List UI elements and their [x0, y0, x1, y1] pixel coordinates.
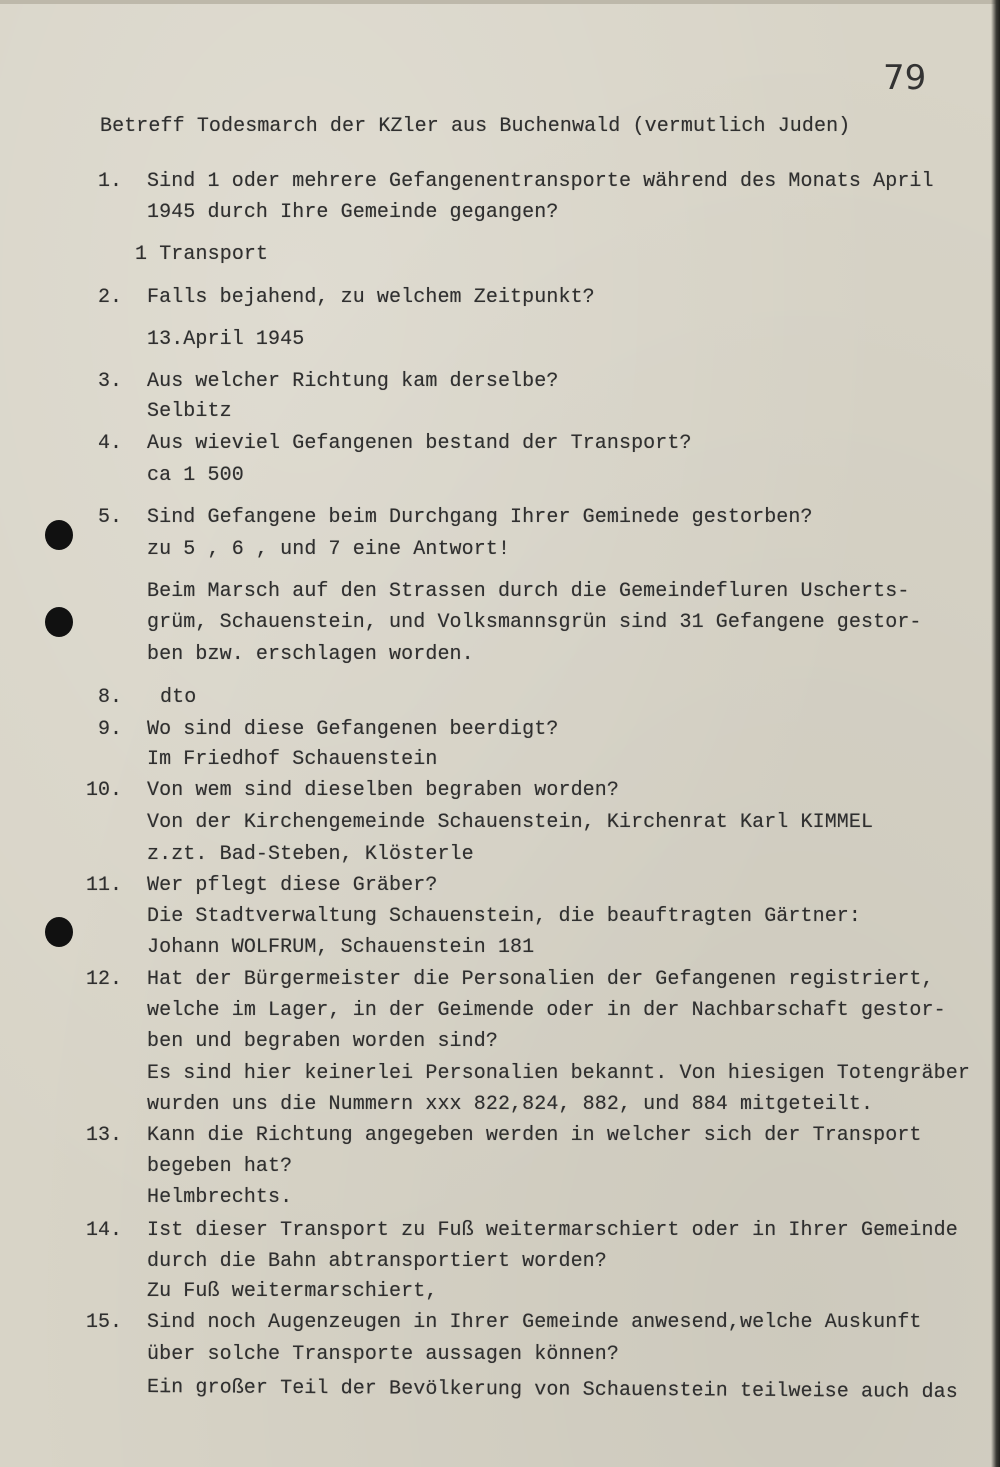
question-text: durch die Bahn abtransportiert worden? [147, 1250, 607, 1273]
item-number: 4. [97, 432, 122, 455]
question-text: Aus wieviel Gefangenen bestand der Transport? [147, 432, 692, 455]
answer-text: dto [160, 686, 197, 709]
answer-text: 13.April 1945 [147, 328, 305, 351]
answer-text: zu 5 , 6 , und 7 eine Antwort! [147, 538, 511, 561]
answer-text: Selbitz [147, 400, 232, 423]
item-number: 11. [85, 874, 122, 897]
item-number: 9. [97, 718, 122, 741]
item-number: 1. [97, 170, 122, 193]
answer-text: Im Friedhof Schauenstein [147, 748, 438, 771]
punch-hole [45, 607, 73, 637]
question-text: Sind Gefangene beim Durchgang Ihrer Geminede gestorben? [147, 506, 813, 529]
answer-text: Johann WOLFRUM, Schauenstein 181 [147, 936, 535, 959]
item-number: 5. [97, 506, 122, 529]
answer-text: Helmbrechts. [147, 1186, 293, 1209]
paper-top-edge [0, 0, 1000, 4]
paper-right-edge [991, 0, 1000, 1467]
question-text: Kann die Richtung angegeben werden in welcher sich der Transport [147, 1124, 922, 1147]
question-text: Falls bejahend, zu welchem Zeitpunkt? [147, 286, 595, 309]
item-number: 12. [85, 968, 122, 991]
question-text: welche im Lager, in der Geimende oder in der Nachbarschaft gestor- [147, 999, 946, 1022]
item-number: 10. [85, 779, 122, 802]
page-number: 79 [883, 58, 927, 98]
answer-text: Es sind hier keinerlei Personalien bekannt. Von hiesigen Totengräber [147, 1062, 970, 1085]
question-text: Von wem sind dieselben begraben worden? [147, 779, 619, 802]
punch-hole [45, 917, 73, 947]
answer-text: ca 1 500 [147, 464, 244, 487]
answer-text: wurden uns die Nummern xxx 822,824, 882, und 884 mitgeteilt. [147, 1093, 874, 1116]
item-number: 13. [85, 1124, 122, 1147]
answer-text: Die Stadtverwaltung Schauenstein, die beauftragten Gärtner: [147, 905, 862, 928]
answer-text: z.zt. Bad-Steben, Klösterle [147, 843, 474, 866]
question-text: Ist dieser Transport zu Fuß weitermarschiert oder in Ihrer Gemeinde [147, 1219, 958, 1242]
answer-text: Beim Marsch auf den Strassen durch die Gemeindefluren Uscherts- [147, 580, 910, 603]
question-text: Hat der Bürgermeister die Personalien der Gefangenen registriert, [147, 968, 934, 991]
question-text: Aus welcher Richtung kam derselbe? [147, 370, 559, 393]
item-number: 14. [85, 1219, 122, 1242]
item-number: 2. [97, 286, 122, 309]
question-text: Wer pflegt diese Gräber? [147, 874, 438, 897]
question-text: begeben hat? [147, 1155, 293, 1178]
answer-text: Zu Fuß weitermarschiert, [147, 1280, 438, 1303]
answer-text: Von der Kirchengemeinde Schauenstein, Kirchenrat Karl KIMMEL [147, 811, 874, 834]
answer-text: grüm, Schauenstein, und Volksmannsgrün sind 31 Gefangene gestor- [147, 611, 922, 634]
question-text: Sind noch Augenzeugen in Ihrer Gemeinde anwesend,welche Auskunft [147, 1311, 922, 1334]
subject-line: Betreff Todesmarch der KZler aus Buchenwald (vermutlich Juden) [100, 115, 851, 138]
answer-text: 1 Transport [135, 243, 269, 266]
question-text: über solche Transporte aussagen können? [147, 1343, 619, 1366]
item-number: 3. [97, 370, 122, 393]
question-text: Sind 1 oder mehrere Gefangenentransporte während des Monats April [147, 170, 934, 193]
item-number: 8. [97, 686, 122, 709]
question-text: 1945 durch Ihre Gemeinde gegangen? [147, 201, 559, 224]
answer-text: Ein großer Teil der Bevölkerung von Schauenstein teilweise auch das [146, 1376, 958, 1404]
question-text: Wo sind diese Gefangenen beerdigt? [147, 718, 559, 741]
answer-text: ben bzw. erschlagen worden. [147, 643, 474, 666]
item-number: 15. [85, 1311, 122, 1334]
question-text: ben und begraben worden sind? [147, 1030, 498, 1053]
